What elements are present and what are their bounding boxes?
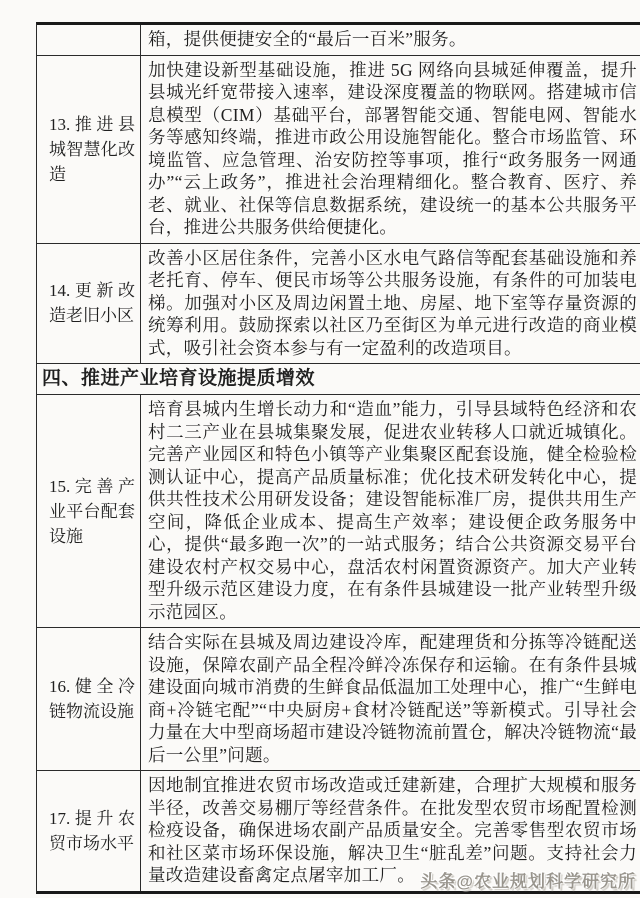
item-label: 15.完善产业平台配套设施 bbox=[49, 476, 135, 546]
table-row-item-15 bbox=[37, 395, 640, 628]
item-text: 加快建设新型基础设施，推进 5G 网络向县城延伸覆盖，提升县城光纤宽带接入速率，建设深度覆盖的物联网。搭建城市信息模型（CIM）基础平台，部署智能交通、智能电网、智能水务等感知终端，推进市政公用设施智能化。整合市场监管、环境监管、应急管理、治安防控等事项，推行“政务服务一网通办”“云上政务”，推进社会治理精细化。整合教育、医疗、养老、就业、社保等信息数据系统，建设统一的基本公共服务平台，推进公共服务供给便捷化。 bbox=[148, 59, 637, 237]
table-row-continuation bbox=[37, 25, 640, 56]
item-label-cell bbox=[37, 771, 141, 891]
item-label-cell bbox=[37, 56, 141, 243]
item-label: 14.更新改造老旧小区 bbox=[49, 281, 135, 326]
item-label-cell bbox=[37, 628, 141, 770]
item-label-cell bbox=[37, 395, 141, 627]
item-label: 13.推进县城智慧化改造 bbox=[49, 114, 135, 184]
item-text: 箱，提供便捷安全的“最后一百米”服务。 bbox=[148, 29, 467, 49]
table-row-item-13 bbox=[37, 56, 640, 244]
item-label-cell-empty bbox=[37, 25, 141, 55]
item-text: 培育县城内生增长动力和“造血”能力，引导县域特色经济和农村二三产业在县城集聚发展，促进农业转移人口就近城镇化。完善产业园区和特色小镇等产业集聚区配套设施，健全检验检测认证中心，提高产品质量标准；优化技术研发转化中心，提供共性技术公用研发设备；建设智能标准厂房，提供共用生产空间，降低企业成本、提高生产效率；建设便企政务服务中心，提供“最多跑一次”的一站式服务；结合公共资源交易平台建设农村产权交易中心，盘活农村闲置资源资产。加大产业转型升级示范区建设力度，在有条件县城建设一批产业转型升级示范园区。 bbox=[148, 399, 637, 622]
section-header-4: 四、推进产业培育设施提质增效 bbox=[37, 364, 640, 395]
toutiao-watermark: 头条@农业规划科学研究所 bbox=[420, 872, 636, 891]
table-row-item-16 bbox=[37, 628, 640, 771]
item-text: 因地制宜推进农贸市场改造或迁建新建，合理扩大规模和服务半径，改善交易棚厅等经营条件。在批发型农贸市场配置检测检疫设备，确保进场农副产品质量安全。完善零售型农贸市场和社区菜市场环保设施，解决卫生“脏乱差”问题。支持社会力量改造建设畜禽定点屠宰加工厂。 bbox=[148, 775, 637, 885]
item-text: 结合实际在县城及周边建设冷库，配建理货和分拣等冷链配送设施，保障农副产品全程冷鲜冷冻保存和运输。在有条件县城建设面向城市消费的生鲜食品低温加工处理中心，推广“生鲜电商+冷链宅配”“中央厨房+食材冷链配送”等新模式。引导社会力量在大中型商场超市建设冷链物流前置仓，解决冷链物流“最后一公里”问题。 bbox=[148, 632, 637, 765]
table-row-item-14 bbox=[37, 244, 640, 365]
item-text: 改善小区居住条件，完善小区水电气路信等配套基础设施和养老托育、停车、便民市场等公共服务设施，有条件的可加装电梯。加强对小区及周边闲置土地、房屋、地下室等存量资源的统筹利用。鼓励探索以社区乃至街区为单元进行改造的商业模式，吸引社会资本参与有一定盈利的改造项目。 bbox=[148, 247, 637, 358]
policy-measures-table bbox=[36, 22, 640, 894]
item-label: 17.提升农贸市场水平 bbox=[49, 808, 135, 853]
item-label: 16.健全冷链物流设施 bbox=[49, 677, 135, 721]
item-label-cell bbox=[37, 244, 141, 364]
